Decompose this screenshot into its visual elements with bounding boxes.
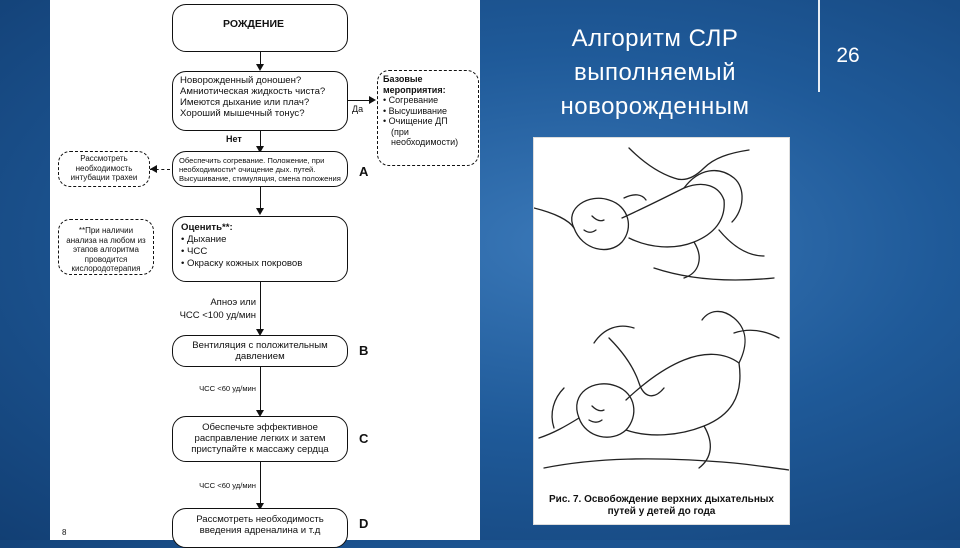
arrow-down <box>256 64 264 71</box>
corner-mark: 8 <box>62 528 67 537</box>
basic-title-2: мероприятия: <box>383 84 446 95</box>
step-d-box <box>172 508 348 548</box>
assess-box <box>172 216 348 282</box>
intubation-note-box <box>58 151 150 187</box>
arrow-left <box>150 165 157 173</box>
step-a-box <box>172 151 348 187</box>
step-d-letter: D <box>359 516 369 531</box>
no-label: Нет <box>226 134 242 144</box>
question-4: Хороший мышечный тонус? <box>180 108 305 119</box>
title-line-3: новорожденным <box>560 93 750 120</box>
oxygen-note: **При наличии анализа на любом из этапов алгоритма проводится кислородотерапия <box>66 226 146 273</box>
title-line-2: выполняемый <box>573 59 737 86</box>
question-3: Имеются дыхание или плач? <box>180 97 310 108</box>
apnea-label-1: Апноэ или <box>210 297 256 308</box>
step-a-text: Обеспечить согревание. Положение, при необходимости* очищение дых. путей. Высушивание, стимуляция, смена положения <box>179 156 341 183</box>
question-1: Новорожденный доношен? <box>180 75 302 86</box>
title-line-1: Алгоритм СЛР <box>571 25 739 52</box>
basic-item: • Высушивание <box>383 105 448 116</box>
slide-title <box>515 22 795 124</box>
step-b-text: Вентиляция с положительным давлением <box>192 340 328 362</box>
arrow-down <box>256 208 264 215</box>
birth-label: РОЖДЕНИЕ <box>223 18 285 30</box>
hr-label-2: ЧСС <60 уд/мин <box>199 481 256 490</box>
basic-item: необходимости) <box>391 137 459 147</box>
step-b-letter: B <box>359 343 369 358</box>
infant-airway-drawing <box>534 138 789 483</box>
connector <box>260 282 261 332</box>
assess-item: • ЧСС <box>181 246 208 257</box>
oxygen-note-box <box>58 219 154 275</box>
step-a-letter: A <box>359 164 369 179</box>
basic-measures-box <box>377 70 479 166</box>
basic-item: • Очищение ДП <box>383 116 448 126</box>
basic-title-1: Базовые <box>383 74 423 84</box>
apnea-label-2: ЧСС <100 уд/мин <box>179 310 256 321</box>
page-number: 26 <box>836 44 860 67</box>
step-b-box <box>172 335 348 367</box>
caption-line-2: путей у детей до года <box>607 506 716 517</box>
connector <box>260 367 261 413</box>
question-2: Амниотическая жидкость чиста? <box>180 86 326 97</box>
caption-line-1: Рис. 7. Освобождение верхних дыхательных <box>549 494 774 505</box>
basic-item: • Согревание <box>383 95 439 105</box>
step-c-text: Обеспечьте эффективное расправление легких и затем приступайте к массажу сердца <box>191 422 329 455</box>
flowchart-panel <box>50 0 480 540</box>
step-c-letter: C <box>359 431 369 446</box>
figure-caption <box>534 494 789 518</box>
birth-box <box>172 4 348 52</box>
connector <box>260 462 261 506</box>
step-c-box <box>172 416 348 462</box>
arrow-right <box>369 96 376 104</box>
intubation-note: Рассмотреть необходимость интубации трахеи <box>70 154 138 182</box>
assess-title: Оценить**: <box>181 222 233 233</box>
step-d-text: Рассмотреть необходимость введения адреналина и т.д <box>196 514 324 536</box>
basic-item: (при <box>391 126 409 137</box>
assess-item: • Дыхание <box>181 234 227 245</box>
yes-label: Да <box>352 104 364 114</box>
connector <box>348 100 370 101</box>
hr-label-1: ЧСС <60 уд/мин <box>199 384 256 393</box>
assess-item: • Окраску кожных покровов <box>181 258 303 269</box>
airway-illustration <box>533 137 790 525</box>
questions-box <box>172 71 348 131</box>
